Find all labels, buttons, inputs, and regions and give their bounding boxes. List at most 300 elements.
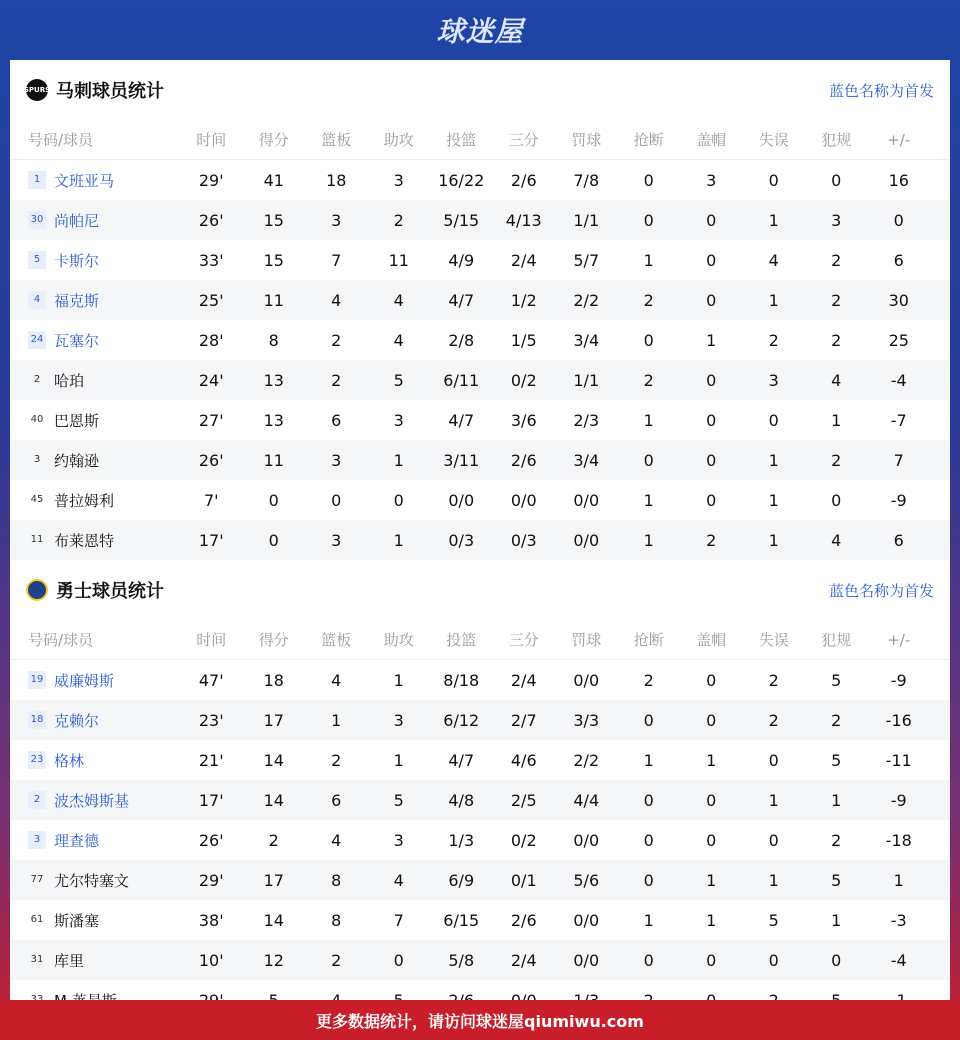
stat-cell: 1 [706,330,717,350]
stat-cell: 0 [706,830,717,850]
stat-cell: 1 [643,530,654,550]
footer-banner [0,1000,960,1040]
stat-cell: 0 [706,210,717,230]
stat-cell: 0 [706,450,717,470]
starter-legend: 蓝色名称为首发 [828,81,934,100]
team-section-0 [10,60,950,560]
stat-cell: 0 [643,790,654,810]
stat-cell: 2 [706,530,717,550]
player-cell [10,790,180,811]
stat-cell: 14 [263,790,284,810]
stat-cell: 4 [393,290,404,310]
stat-cell: 1/1 [573,210,600,230]
column-header: 时间 [196,131,227,149]
stat-cell: 0/3 [448,530,475,550]
stat-cell: 5/15 [443,210,480,230]
stat-cell: 0 [393,490,404,510]
stat-cell: 2/2 [573,290,600,310]
stat-cell: 0 [706,490,717,510]
player-cell [10,950,180,971]
stat-cell: -16 [885,710,912,730]
stat-cell: 14 [263,750,284,770]
stat-cell: 2 [768,710,779,730]
stat-cell: 3 [393,410,404,430]
stat-cell: 1 [893,870,904,890]
jersey-number: 1 [28,171,46,189]
section-header [10,60,950,120]
stat-cell: -9 [890,790,907,810]
column-header: 得分 [258,631,289,649]
player-row[interactable] [10,440,950,480]
stat-cell: 8 [331,910,342,930]
stat-cell: 0 [706,290,717,310]
column-header: 三分 [508,131,539,149]
stat-cell: 4 [768,250,779,270]
stat-cell: 4 [331,670,342,690]
stat-cell: 2/4 [510,670,537,690]
stat-cell: 0 [831,170,842,190]
team-title: 马刺球员统计 [56,81,164,102]
player-cell [10,410,180,431]
stat-cell: 3 [331,450,342,470]
stat-cell: 7/8 [573,170,600,190]
stat-cell: 18 [326,170,347,190]
player-name[interactable]: 约翰逊 [54,451,100,470]
stats-card [10,60,950,1000]
stat-cell: 0 [643,950,654,970]
stat-cell: 2/5 [510,790,537,810]
stat-cell: 21' [198,750,224,770]
stat-cell: 41 [263,170,284,190]
player-name[interactable]: 哈珀 [54,371,85,390]
stat-cell: 4 [393,870,404,890]
stat-cell: 6 [893,530,904,550]
stat-cell: 3 [768,370,779,390]
column-header: 抢断 [633,131,664,149]
player-row[interactable] [10,860,950,900]
stat-cell: 11 [388,250,409,270]
player-name[interactable]: 库里 [54,951,85,970]
stat-cell: 5/7 [573,250,600,270]
stat-cell: 29' [198,170,224,190]
stat-cell: 2 [831,250,842,270]
stat-cell: 5 [393,790,404,810]
stat-cell: 1 [768,290,779,310]
player-row[interactable] [10,660,950,700]
stat-cell: 0/0 [573,490,600,510]
stat-cell: 1 [393,670,404,690]
stat-cell: 2 [643,370,654,390]
stat-cell: 17 [263,710,284,730]
stat-cell: 4 [393,330,404,350]
team-title: 勇士球员统计 [56,581,164,602]
stat-cell: 1/1 [573,370,600,390]
stat-cell: 6/12 [443,710,480,730]
player-name[interactable]: 尤尔特塞文 [54,871,130,890]
stat-cell: 2/2 [573,750,600,770]
stat-cell: 0 [706,250,717,270]
stat-cell: 5 [768,910,779,930]
player-name[interactable]: 理查德 [54,831,100,850]
jersey-number: 40 [30,414,44,425]
player-row[interactable] [10,240,950,280]
stat-cell: 0/0 [573,670,600,690]
jersey-number: 77 [30,874,44,885]
stat-cell: 24' [198,370,224,390]
column-header: +/- [887,130,911,149]
player-row[interactable] [10,400,950,440]
stat-cell: -9 [890,670,907,690]
stat-cell: 1 [768,790,779,810]
column-header: 投篮 [446,131,477,149]
column-header: 得分 [258,131,289,149]
stat-cell: 6 [331,410,342,430]
jersey-number: 19 [28,671,46,689]
stat-cell: 0 [768,170,779,190]
app-header [0,0,960,60]
player-name[interactable]: 瓦塞尔 [54,331,100,350]
stat-cell: 7 [893,450,904,470]
stat-cell: 1 [643,410,654,430]
jersey-number: 3 [33,454,41,465]
stat-cell: 0 [768,830,779,850]
stat-cell: 7' [203,490,219,510]
player-row[interactable] [10,820,950,860]
stat-cell: 30 [888,290,909,310]
stat-cell: 6 [893,250,904,270]
stat-cell: 4 [831,370,842,390]
stat-cell: 0 [768,410,779,430]
team-section-1 [10,560,950,1020]
stat-cell: 11 [263,450,284,470]
stat-cell: -9 [890,490,907,510]
player-row[interactable] [10,940,950,980]
column-header: 篮板 [321,631,352,649]
stat-cell: 3 [393,170,404,190]
stat-cell: 1 [768,450,779,470]
jersey-number: 11 [30,534,44,545]
stat-cell: 0 [893,210,904,230]
stat-cell: 2 [831,450,842,470]
stat-cell: 15 [263,250,284,270]
player-row[interactable] [10,360,950,400]
player-cell [10,330,180,351]
player-name[interactable]: 福克斯 [54,291,100,310]
stat-cell: 2 [768,670,779,690]
stat-cell: 1 [768,870,779,890]
stat-cell: 1 [831,790,842,810]
player-name[interactable]: 威廉姆斯 [54,671,115,690]
player-cell [10,870,180,891]
stat-cell: 2 [331,370,342,390]
column-header: 号码/球员 [28,631,94,649]
stat-cell: 1 [643,910,654,930]
player-cell [10,910,180,931]
stat-cell: 0 [768,950,779,970]
column-header: 三分 [508,631,539,649]
stat-cell: 6/9 [448,870,475,890]
stat-cell: 0/0 [448,490,475,510]
player-name[interactable]: 巴恩斯 [54,411,100,430]
player-name[interactable]: 尚帕尼 [54,211,100,230]
stat-cell: 5/8 [448,950,475,970]
stat-cell: 2/6 [510,170,537,190]
stat-cell: 1/3 [448,830,475,850]
player-cell [10,750,180,771]
stat-cell: 4 [331,290,342,310]
section-header [10,560,950,620]
stat-cell: 0 [768,750,779,770]
stat-cell: 26' [198,210,224,230]
jersey-number: 18 [28,711,46,729]
stat-cell: 1 [768,530,779,550]
column-header: 罚球 [571,631,602,649]
player-row[interactable] [10,780,950,820]
stat-cell: 0 [331,490,342,510]
stat-cell: 4/8 [448,790,475,810]
stat-cell: 4/7 [448,290,475,310]
player-cell [10,170,180,191]
column-header: 时间 [196,631,227,649]
player-name[interactable]: 波杰姆斯基 [54,791,130,810]
stat-cell: 2 [643,290,654,310]
stat-cell: 7 [393,910,404,930]
stat-cell: 29' [198,870,224,890]
stat-cell: 2 [831,830,842,850]
stat-cell: 0 [643,170,654,190]
stat-cell: 8 [331,870,342,890]
player-cell [10,490,180,511]
column-header: 抢断 [633,631,664,649]
stat-cell: 4/4 [573,790,600,810]
stat-cell: -7 [890,410,907,430]
stat-cell: 13 [263,410,284,430]
stat-cell: 3 [331,530,342,550]
stat-cell: 8 [268,330,279,350]
stat-cell: 28' [198,330,224,350]
jersey-number: 2 [33,374,41,385]
player-name[interactable]: 卡斯尔 [54,251,100,270]
stat-cell: 0 [643,330,654,350]
stat-cell: 2 [268,830,279,850]
stat-cell: 0 [643,870,654,890]
player-name[interactable]: 布莱恩特 [54,531,115,550]
stat-cell: 17 [263,870,284,890]
player-cell [10,450,180,471]
player-row[interactable] [10,520,950,560]
stat-cell: 1 [706,910,717,930]
stat-cell: 1 [393,450,404,470]
stat-cell: 38' [198,910,224,930]
stat-cell: 1 [393,750,404,770]
stat-cell: 5 [831,670,842,690]
stat-cell: 4 [331,830,342,850]
table-header [10,120,950,160]
stat-cell: 1/5 [510,330,537,350]
stat-cell: 2/7 [510,710,537,730]
team-heading [26,577,164,603]
stat-cell: 0/0 [573,530,600,550]
column-header: 号码/球员 [28,131,94,149]
jersey-number: 2 [28,791,46,809]
stat-cell: 11 [263,290,284,310]
player-row[interactable] [10,700,950,740]
stat-cell: 47' [198,670,224,690]
jersey-number: 24 [28,331,46,349]
stat-cell: -4 [890,950,907,970]
stat-cell: 1 [768,490,779,510]
column-header: 犯规 [821,631,852,649]
stat-cell: 3 [706,170,717,190]
stat-cell: 14 [263,910,284,930]
stat-cell: 4 [831,530,842,550]
stat-cell: 13 [263,370,284,390]
stat-cell: 1 [393,530,404,550]
column-header: 罚球 [571,131,602,149]
stat-cell: 0 [706,950,717,970]
player-name[interactable]: 格林 [54,751,85,770]
stat-cell: 2/4 [510,950,537,970]
column-header: 犯规 [821,131,852,149]
stat-cell: 0 [393,950,404,970]
stat-cell: 5/6 [573,870,600,890]
stat-cell: 12 [263,950,284,970]
stat-cell: 0 [706,370,717,390]
column-header: 助攻 [383,631,414,649]
player-cell [10,670,180,691]
stat-cell: 10' [198,950,224,970]
jersey-number: 5 [28,251,46,269]
brand-logo: 球迷屋 [436,15,524,48]
stat-cell: 0 [706,710,717,730]
stat-cell: 1 [706,750,717,770]
stat-cell: 0/0 [573,910,600,930]
stat-cell: 1/2 [510,290,537,310]
jersey-number: 61 [30,914,44,925]
player-name[interactable]: 普拉姆利 [54,491,115,510]
stat-cell: 0 [643,830,654,850]
stat-cell: 0 [643,450,654,470]
stat-cell: 3/4 [573,330,600,350]
player-cell [10,530,180,551]
column-header: 投篮 [446,631,477,649]
stat-cell: -18 [885,830,912,850]
stat-cell: 25 [888,330,909,350]
player-cell [10,370,180,391]
player-name[interactable]: 文班亚马 [54,171,115,190]
team-heading [23,77,164,103]
column-header: 盖帽 [696,131,727,149]
stat-cell: 0 [643,710,654,730]
stat-cell: 0/2 [510,830,537,850]
stat-cell: 8/18 [443,670,480,690]
stat-cell: 16 [888,170,909,190]
stat-cell: 4/7 [448,750,475,770]
stat-cell: 2/6 [510,450,537,470]
player-row[interactable] [10,320,950,360]
stat-cell: 2 [393,210,404,230]
stat-cell: 5 [831,870,842,890]
stat-cell: 1 [831,410,842,430]
stat-cell: 3/11 [443,450,480,470]
player-cell [10,210,180,231]
stat-cell: 3/3 [573,710,600,730]
stat-cell: 2/4 [510,250,537,270]
jersey-number: 45 [30,494,44,505]
player-row[interactable] [10,200,950,240]
player-row[interactable] [10,280,950,320]
stat-cell: 0 [268,530,279,550]
player-row[interactable] [10,900,950,940]
stat-cell: 2/8 [448,330,475,350]
stat-cell: 0/2 [510,370,537,390]
stat-cell: 1 [643,750,654,770]
stat-cell: 0 [706,790,717,810]
stat-cell: 7 [331,250,342,270]
stat-cell: 3/6 [510,410,537,430]
stat-cell: 0/0 [573,950,600,970]
warriors-logo-icon [26,579,48,601]
stat-cell: 1 [643,250,654,270]
stat-cell: 3 [393,830,404,850]
stat-cell: 15 [263,210,284,230]
stat-cell: 0/0 [510,490,537,510]
jersey-number: 4 [28,291,46,309]
stat-cell: 1 [768,210,779,230]
jersey-number: 23 [28,751,46,769]
stat-cell: 1 [706,870,717,890]
player-row[interactable] [10,480,950,520]
stat-cell: 0/0 [573,830,600,850]
column-header: 篮板 [321,131,352,149]
player-name[interactable]: 克赖尔 [54,711,100,730]
stat-cell: 2 [768,330,779,350]
column-header: +/- [887,630,911,649]
jersey-number: 3 [28,831,46,849]
stat-cell: 17' [198,530,224,550]
player-row[interactable] [10,740,950,780]
stat-cell: 6/11 [443,370,480,390]
player-row[interactable] [10,160,950,200]
jersey-number: 31 [30,954,44,965]
stat-cell: 1 [331,710,342,730]
stat-cell: 2 [643,670,654,690]
table-header [10,620,950,660]
stat-cell: 0 [831,490,842,510]
stat-cell: 5 [393,370,404,390]
jersey-number: 30 [28,211,46,229]
stat-cell: -11 [885,750,912,770]
stat-cell: 26' [198,830,224,850]
stat-cell: 3/4 [573,450,600,470]
stat-cell: 0/3 [510,530,537,550]
stat-cell: 4/9 [448,250,475,270]
stat-cell: 27' [198,410,224,430]
stat-cell: 0 [268,490,279,510]
stat-cell: 1 [831,910,842,930]
stat-cell: 4/13 [505,210,542,230]
stat-cell: 2 [331,950,342,970]
stat-cell: 3 [393,710,404,730]
player-name[interactable]: 斯潘塞 [54,911,100,930]
stat-cell: 26' [198,450,224,470]
column-header: 失误 [758,131,789,149]
stat-cell: 0 [643,210,654,230]
stat-cell: 3 [831,210,842,230]
stat-cell: 18 [263,670,284,690]
stat-cell: 2/3 [573,410,600,430]
column-header: 助攻 [383,131,414,149]
